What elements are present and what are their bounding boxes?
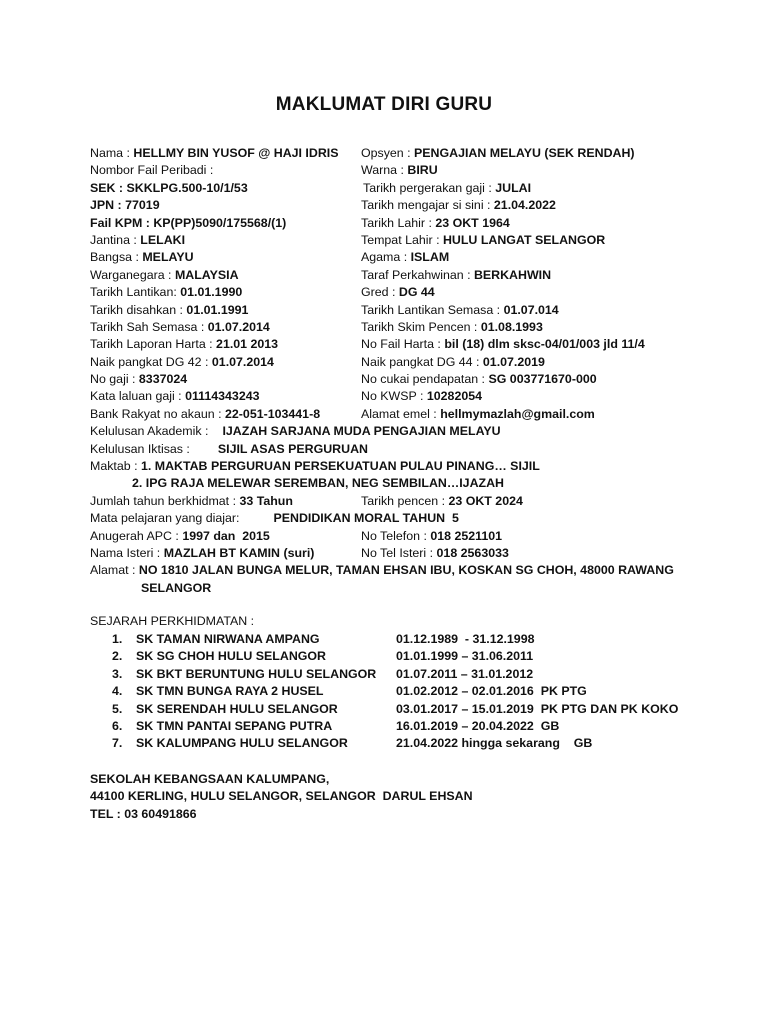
list-item: 6. SK TMN PANTAI SEPANG PUTRA 16.01.2019 – 20.04.2022 GB <box>112 718 560 733</box>
info-row <box>90 197 750 214</box>
field-kelulusan-akademik: Kelulusan Akademik : IJAZAH SARJANA MUDA PENGAJIAN MELAYU <box>90 424 501 439</box>
list-item: 4. SK TMN BUNGA RAYA 2 HUSEL 01.02.2012 – 02.01.2016 PK PTG <box>112 684 587 699</box>
field-tarikh-pencen: Tarikh pencen : 23 OKT 2024 <box>361 493 523 508</box>
info-row <box>90 458 750 475</box>
info-row <box>90 249 750 266</box>
field-alamat-line2: SELANGOR <box>141 580 212 595</box>
info-row <box>90 215 750 232</box>
school-address-line2: 44100 KERLING, HULU SELANGOR, SELANGOR DARUL EHSAN <box>90 789 473 804</box>
service-history-list <box>90 631 750 753</box>
field-no-cukai: No cukai pendapatan : SG 003771670-000 <box>361 372 597 387</box>
field-tarikh-mengajar: Tarikh mengajar si sini : 21.04.2022 <box>361 198 556 213</box>
field-maktab-line2: 2. IPG RAJA MELEWAR SEREMBAN, NEG SEMBILAN…IJAZAH <box>132 476 504 491</box>
field-jpn: JPN : 77019 <box>90 198 160 213</box>
field-no-fail-harta: No Fail Harta : bil (18) dlm sksc-04/01/003 jld 11/4 <box>361 337 645 352</box>
page-title: MAKLUMAT DIRI GURU <box>275 94 493 115</box>
field-nama: Nama : HELLMY BIN YUSOF @ HAJI IDRIS <box>90 146 339 160</box>
info-row <box>90 562 750 579</box>
field-warganegara: Warganegara : MALAYSIA <box>90 267 239 282</box>
field-anugerah-apc: Anugerah APC : 1997 dan 2015 <box>90 528 270 543</box>
field-alamat: Alamat : NO 1810 JALAN BUNGA MELUR, TAMAN EHSAN IBU, KOSKAN SG CHOH, 48000 RAWANG <box>90 563 674 578</box>
list-item: 5. SK SERENDAH HULU SELANGOR 03.01.2017 – 15.01.2019 PK PTG DAN PK KOKO <box>112 701 679 716</box>
field-naik-pangkat-dg44: Naik pangkat DG 44 : 01.07.2019 <box>361 354 545 369</box>
field-fail-kpm: Fail KPM : KP(PP)5090/175568/(1) <box>90 215 287 230</box>
info-row <box>90 267 750 284</box>
field-tarikh-sah-semasa: Tarikh Sah Semasa : 01.07.2014 <box>90 319 270 334</box>
info-row <box>90 180 750 197</box>
field-tarikh-laporan-harta: Tarikh Laporan Harta : 21.01 2013 <box>90 337 279 352</box>
field-no-tel-isteri: No Tel Isteri : 018 2563033 <box>361 545 509 560</box>
field-tempat-lahir: Tempat Lahir : HULU LANGAT SELANGOR <box>361 232 606 247</box>
info-row <box>90 145 750 162</box>
school-address-line1: SEKOLAH KEBANGSAAN KALUMPANG, <box>90 772 330 786</box>
info-row <box>90 441 750 458</box>
info-row <box>90 406 750 423</box>
info-row <box>90 580 750 597</box>
info-row <box>90 388 750 405</box>
field-agama: Agama : ISLAM <box>361 250 450 265</box>
info-row <box>90 319 750 336</box>
list-item: 3. SK BKT BERUNTUNG HULU SELANGOR 01.07.2011 – 31.01.2012 <box>112 666 534 681</box>
info-row <box>90 423 750 440</box>
info-row <box>90 475 750 492</box>
list-item: 1. SK TAMAN NIRWANA AMPANG 01.12.1989 - 31.12.1998 <box>112 632 535 646</box>
field-no-kwsp: No KWSP : 10282054 <box>361 389 483 404</box>
field-jumlah-tahun: Jumlah tahun berkhidmat : 33 Tahun <box>90 493 293 508</box>
field-taraf-perkahwinan: Taraf Perkahwinan : BERKAHWIN <box>361 267 552 282</box>
field-tarikh-pergerakan-gaji: Tarikh pergerakan gaji : JULAI <box>363 180 532 195</box>
info-row <box>90 354 750 371</box>
info-row <box>90 545 750 562</box>
field-warna: Warna : BIRU <box>361 163 438 178</box>
field-bangsa: Bangsa : MELAYU <box>90 250 194 265</box>
field-tarikh-lahir: Tarikh Lahir : 23 OKT 1964 <box>361 215 510 230</box>
field-tarikh-lantikan-semasa: Tarikh Lantikan Semasa : 01.07.014 <box>361 302 559 317</box>
list-item: 2. SK SG CHOH HULU SELANGOR 01.01.1999 – 31.06.2011 <box>112 649 534 664</box>
info-row <box>90 302 750 319</box>
field-tarikh-disahkan: Tarikh disahkan : 01.01.1991 <box>90 302 249 317</box>
field-tarikh-skim-pencen: Tarikh Skim Pencen : 01.08.1993 <box>361 319 543 334</box>
info-row <box>90 336 750 353</box>
field-naik-pangkat-dg42: Naik pangkat DG 42 : 01.07.2014 <box>90 354 274 369</box>
field-opsyen: Opsyen : PENGAJIAN MELAYU (SEK RENDAH) <box>361 146 635 160</box>
field-kata-laluan-gaji: Kata laluan gaji : 01114343243 <box>90 389 260 404</box>
field-no-gaji: No gaji : 8337024 <box>90 372 188 387</box>
field-sek: SEK : SKKLPG.500-10/1/53 <box>90 180 248 195</box>
field-gred: Gred : DG 44 <box>361 285 435 300</box>
field-maktab: Maktab : 1. MAKTAB PERGURUAN PERSEKUATUAN PULAU PINANG… SIJIL <box>90 459 540 474</box>
info-row <box>90 232 750 249</box>
field-kelulusan-iktisas: Kelulusan Iktisas : SIJIL ASAS PERGURUAN <box>90 441 368 456</box>
school-address <box>90 771 473 823</box>
school-phone: TEL : 03 60491866 <box>90 806 197 821</box>
field-tarikh-lantikan: Tarikh Lantikan: 01.01.1990 <box>90 285 243 300</box>
list-item: 7. SK KALUMPANG HULU SELANGOR 21.04.2022 hingga sekarang GB <box>112 736 593 751</box>
field-nombor-fail: Nombor Fail Peribadi : <box>90 163 214 178</box>
info-row <box>90 371 750 388</box>
field-alamat-emel: Alamat emel : hellmymazlah@gmail.com <box>361 406 595 421</box>
info-row <box>90 493 750 510</box>
field-nama-isteri: Nama Isteri : MAZLAH BT KAMIN (suri) <box>90 545 315 560</box>
field-no-telefon: No Telefon : 018 2521101 <box>361 528 503 543</box>
field-jantina: Jantina : LELAKI <box>90 232 186 247</box>
field-mata-pelajaran: Mata pelajaran yang diajar: PENDIDIKAN MORAL TAHUN 5 <box>90 511 459 526</box>
personal-info <box>90 145 750 597</box>
field-bank-rakyat: Bank Rakyat no akaun : 22-051-103441-8 <box>90 406 321 421</box>
info-row <box>90 528 750 545</box>
info-row <box>90 162 750 179</box>
info-row <box>90 284 750 301</box>
sejarah-heading: SEJARAH PERKHIDMATAN : <box>90 614 255 628</box>
info-row <box>90 510 750 527</box>
